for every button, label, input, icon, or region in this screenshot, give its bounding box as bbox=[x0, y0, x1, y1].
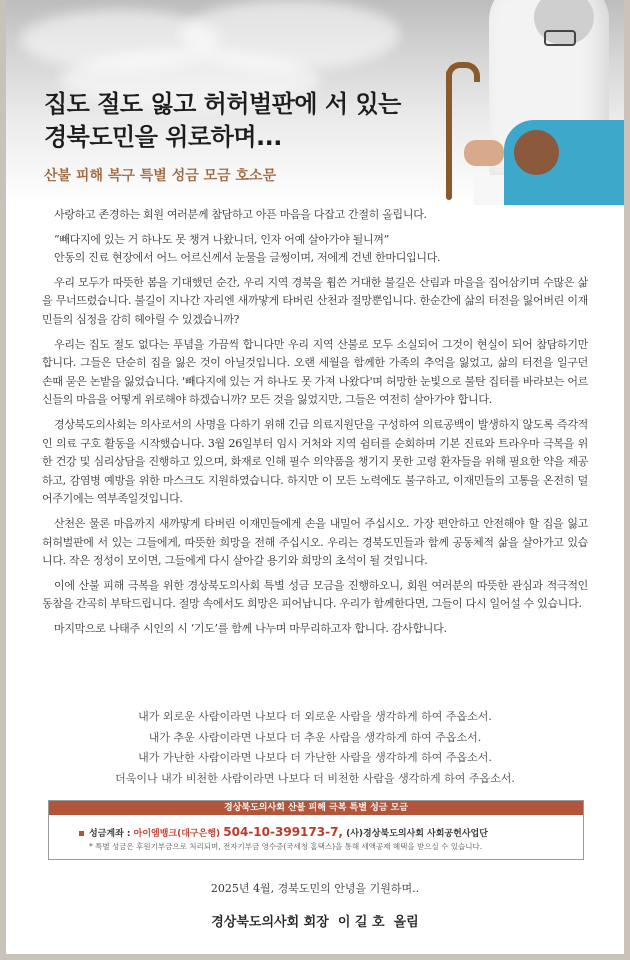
donation-account-row bbox=[79, 825, 488, 839]
date-line: 2025년 4월, 경북도민의 안녕을 기원하며.. bbox=[210, 882, 420, 895]
paragraph-spring: 우리 모두가 따뜻한 봄을 기대했던 순간, 우리 지역 경북을 휩쓴 거대한 불길은 산림과 마을을 집어삼키며 수많은 삶을 무너뜨렸습니다. 불길이 지나간 자리엔 새까맣게 타버린 산천과 절망뿐입니다. 한순간에 삶의 터전을 잃어버린 이재민들의 심정을 감히 헤아릴 수 있겠습니까? bbox=[42, 275, 588, 326]
title-line-2: 경북도민을 위로하며... bbox=[44, 123, 282, 151]
donation-tax-note: * 특별 성금은 후원기부금으로 처리되며, 전자기부금 영수증(국세청 홈택스)을 통해 세액공제 혜택을 받으실 수 있습니다. bbox=[89, 842, 483, 851]
paragraph-appeal: 산천은 물론 마음까지 새까맣게 타버린 이재민들에게 손을 내밀어 주십시오. 가장 편안하고 안전해야 할 집을 잃고 허허벌판에 서 있는 그들에게, 따뜻한 희망을 전해 주십시오. 우리는 경북도민들과 함께 공동체적 삶을 살아가고 있습니다. 작은 정성이 모이면, 그들에게 다시 살아갈 용기와 희망의 초석이 될 것입니다. bbox=[42, 516, 588, 568]
donation-box bbox=[48, 800, 584, 860]
bank-name: 아이엠뱅크(대구은행) bbox=[133, 829, 221, 839]
paragraph-medical-aid: 경상북도의사회는 의사로서의 사명을 다하기 위해 긴급 의료지원단을 구성하여 의료공백이 발생하지 않도록 즉각적인 의료 구호 활동을 시작했습니다. 3월 26일부터 임시 거처와 지역 쉼터를 순회하며 기본 진료와 트라우마 극복을 위한 건강 및 심리상담을 진행하고 있으며, 화재로 인해 필수 의약품을 챙기지 못한 고령 환자들을 위해 필요한 약을 제공하고, 감염병 예방을 위한 마스크도 지원하였습니다. 하지만 이 모든 노력에도 불구하고, 이재민들의 고통을 온전히 덜어주기에는 역부족일것입니다. bbox=[42, 417, 588, 506]
page-subtitle: 산불 피해 복구 특별 성금 모금 호소문 bbox=[44, 168, 277, 184]
letter-body bbox=[42, 206, 588, 644]
square-bullet-icon bbox=[79, 831, 84, 836]
account-label: 성금계좌 : bbox=[89, 829, 131, 839]
paragraph-quote: “빼다지에 있는 거 하나도 못 챙겨 나왔니더, 인자 어예 살아가야 될니껴” bbox=[54, 232, 389, 246]
poem-line: 더욱이나 내가 비천한 사람이라면 나보다 더 비천한 사람을 생각하게 하여 주옵소서. bbox=[115, 771, 515, 785]
paragraph-fundraising: 이에 산불 피해 극복을 위한 경상북도의사회 특별 성금 모금을 진행하오니, 회원 여러분의 따뜻한 관심과 적극적인 동참을 간곡히 부탁드립니다. 절망 속에서도 희망은 피어납니다. 우리가 함께한다면, 그들이 다시 일어설 수 있습니다. bbox=[42, 578, 588, 611]
title-line-1: 집도 절도 잃고 허허벌판에 서 있는 bbox=[44, 90, 401, 118]
account-holder: (사)경상북도의사회 사회공헌사업단 bbox=[346, 829, 488, 839]
page-title bbox=[44, 88, 401, 154]
signature: 경상북도의사회 회장 이 길 호 올림 bbox=[211, 915, 419, 930]
poem-line: 내가 추운 사람이라면 나보다 더 추운 사람을 생각하게 하여 주옵소서. bbox=[148, 730, 482, 744]
paragraph-closing: 마지막으로 나태주 시인의 시 ‘기도’를 함께 나누며 마무리하고자 합니다. 감사합니다. bbox=[54, 621, 447, 635]
account-number: 504-10-399173-7, bbox=[223, 825, 343, 839]
paragraph-greeting: 사랑하고 존경하는 회원 여러분께 참담하고 아픈 마음을 다잡고 간절히 올립니다. bbox=[54, 208, 427, 221]
poem-line: 내가 외로운 사람이라면 나보다 더 외로운 사람을 생각하게 하여 주옵소서. bbox=[138, 710, 492, 723]
poem-line: 내가 가난한 사람이라면 나보다 더 가난한 사람을 생각하게 하여 주옵소서. bbox=[138, 751, 492, 765]
paragraph-loss: 우리는 집도 절도 없다는 푸념을 가끔씩 합니다만 우리 지역 산불로 모두 소실되어 그것이 현실이 되어 참담하기만 합니다. 그들은 단순히 집을 잃은 것이 아닐것입니다. 오랜 세월을 함께한 가족의 추억을 잃었고, 삶의 터전을 일구던 손때 묻은 논밭을 잃었습니다. '빼다지에 있는 거 하나도 못 가져 나왔다'며 허망한 눈빛으로 불탄 집터를 바라보는 어르신들의 마음을 어떻게 위로해야 하겠습니까? 모든 것을 잃었지만, 그들은 여전히 살아가야 합니다. bbox=[42, 337, 588, 407]
donation-header: 경상북도의사회 산불 피해 극복 특별 성금 모금 bbox=[49, 801, 583, 815]
poem-block bbox=[42, 707, 588, 789]
paragraph-quote-context: 안동의 진료 현장에서 어느 어르신께서 눈물을 글썽이며, 저에게 건넨 한마디입니다. bbox=[54, 251, 441, 265]
